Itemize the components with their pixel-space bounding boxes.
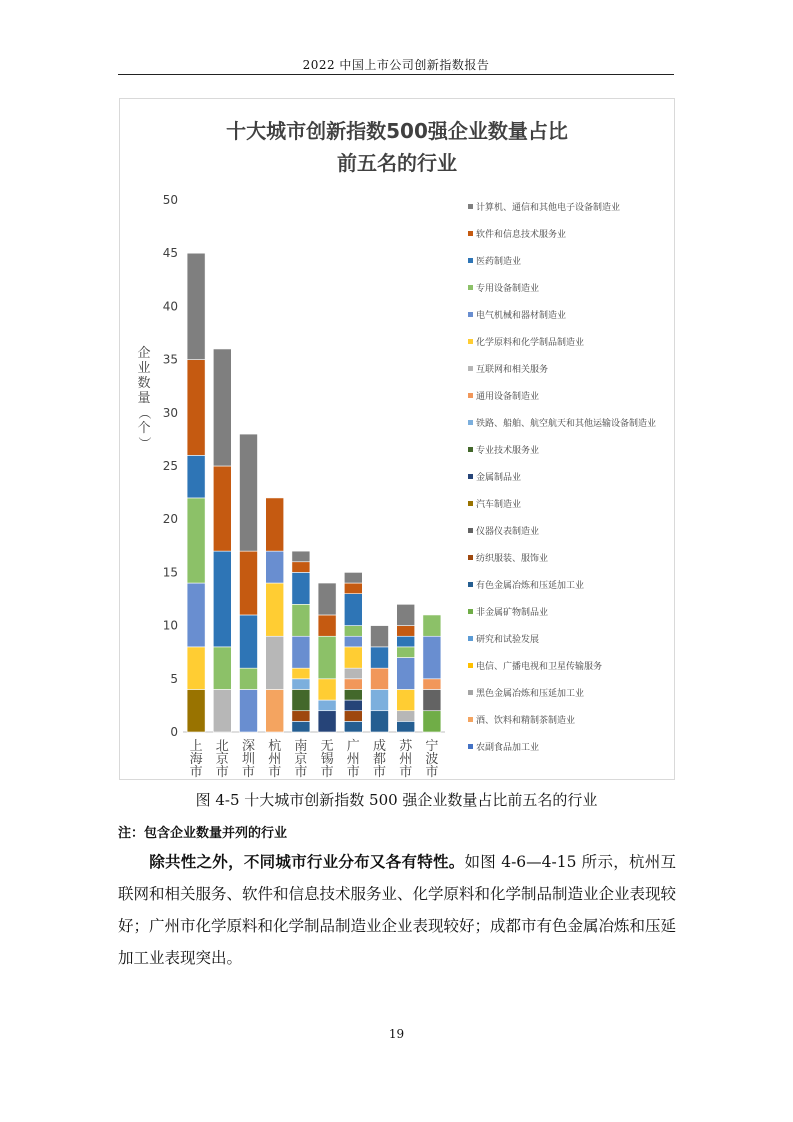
- x-tick-label-char: 市: [346, 765, 360, 779]
- y-tick-label: 10: [162, 618, 178, 633]
- figure-caption: 图 4-5 十大城市创新指数 500 强企业数量占比前五名的行业: [195, 791, 598, 809]
- x-tick-label-char: 成: [372, 739, 387, 754]
- x-tick-label-char: 市: [425, 765, 439, 779]
- x-tick-label-char: 州: [268, 752, 282, 767]
- legend-swatch: [468, 258, 473, 263]
- legend-swatch: [468, 204, 473, 209]
- y-axis-label-char: 数: [137, 376, 151, 391]
- legend-label: 酒、饮料和精制茶制造业: [476, 716, 576, 726]
- legend-label: 铁路、船舶、航空航天和其他运输设备制造业: [476, 419, 657, 429]
- chart-frame: [119, 98, 675, 780]
- page-number: 19: [388, 1027, 405, 1041]
- bar-segment: [187, 647, 205, 690]
- bar-segment: [344, 626, 362, 637]
- bar-segment: [292, 679, 310, 690]
- legend-label: 研究和试验发展: [476, 635, 540, 645]
- x-tick-label-char: 市: [268, 765, 282, 779]
- bar-segment: [213, 647, 231, 690]
- x-tick-label-char: 北: [215, 739, 229, 754]
- y-axis-label-char: （: [136, 406, 151, 420]
- bar-segment: [423, 615, 441, 636]
- bar-segment: [397, 604, 415, 625]
- figure-note: 注：包含企业数量并列的行业: [118, 826, 288, 841]
- legend-swatch: [468, 474, 473, 479]
- bar-segment: [397, 636, 415, 647]
- x-tick-label-char: 杭: [268, 739, 282, 754]
- legend-label: 化学原料和化学制品制造业: [476, 338, 585, 348]
- legend-label: 有色金属冶炼和压延加工业: [476, 581, 585, 591]
- bar-segment: [292, 604, 310, 636]
- bar-segment: [371, 668, 389, 689]
- paragraph-body: 如图 4-6—4-15 所示，杭州互联网和相关服务、软件和信息技术服务业、化学原料和化学制品制造业企业表现较好；广州市化学原料和化学制品制造业企业表现较好；成都市有色金属冶炼和压延加工业表现突出。: [118, 853, 677, 967]
- bar-segment: [187, 689, 205, 732]
- legend-swatch: [468, 393, 473, 398]
- x-tick-label-char: 京: [215, 752, 229, 767]
- y-axis-label-char: ）: [136, 436, 151, 450]
- y-axis-label-char: 企: [137, 346, 151, 361]
- x-tick-label-char: 锡: [320, 752, 334, 767]
- bar-segment: [344, 647, 362, 668]
- bar-segment: [397, 689, 415, 710]
- bar-segment: [266, 689, 284, 732]
- x-tick-label-char: 州: [346, 752, 360, 767]
- bar-segment: [187, 583, 205, 647]
- legend-label: 汽车制造业: [476, 500, 522, 510]
- legend-label: 金属制品业: [476, 473, 522, 483]
- bar-segment: [187, 360, 205, 456]
- bar-segment: [240, 689, 258, 732]
- bar-segment: [266, 636, 284, 689]
- bar-segment: [213, 466, 231, 551]
- bar-segment: [344, 572, 362, 583]
- legend-label: 互联网和相关服务: [476, 365, 549, 375]
- legend-swatch: [468, 420, 473, 425]
- x-tick-label-char: 深: [241, 739, 256, 754]
- bar-segment: [423, 689, 441, 710]
- bar-segment: [240, 615, 258, 668]
- legend-swatch: [468, 339, 473, 344]
- x-tick-label-char: 京: [294, 752, 308, 767]
- bar-segment: [423, 711, 441, 732]
- y-tick-label: 25: [162, 459, 178, 473]
- bar-segment: [292, 721, 310, 732]
- y-tick-label: 35: [162, 352, 178, 367]
- bar-segment: [397, 626, 415, 637]
- bar-segment: [344, 594, 362, 626]
- legend-label: 软件和信息技术服务业: [476, 230, 567, 240]
- legend-swatch: [468, 447, 473, 452]
- bar-segment: [318, 679, 336, 700]
- bar-segment: [344, 711, 362, 722]
- legend-swatch: [468, 663, 473, 668]
- bar-segment: [344, 689, 362, 700]
- bar-segment: [292, 551, 310, 562]
- legend-label: 专用设备制造业: [476, 284, 540, 294]
- bar-segment: [213, 689, 231, 732]
- bar-segment: [292, 562, 310, 573]
- y-axis-label-char: 量: [137, 391, 151, 406]
- bar-segment: [292, 711, 310, 722]
- x-tick-label-char: 都: [372, 752, 387, 767]
- legend-swatch: [468, 744, 473, 749]
- paragraph-lead: 除共性之外，不同城市行业分布又各有特性。: [149, 852, 465, 871]
- x-tick-label-char: 无: [320, 739, 334, 754]
- bar-segment: [187, 455, 205, 498]
- legend-label: 电气机械和器材制造业: [476, 311, 567, 321]
- legend-label: 黑色金属冶炼和压延加工业: [476, 689, 585, 699]
- legend-swatch: [468, 501, 473, 506]
- x-tick-label-char: 海: [189, 752, 203, 767]
- legend-swatch: [468, 285, 473, 290]
- legend-label: 通用设备制造业: [476, 392, 540, 402]
- y-tick-label: 40: [162, 299, 178, 314]
- x-tick-label-char: 南: [294, 739, 308, 754]
- bar-segment: [240, 668, 258, 689]
- legend-swatch: [468, 312, 473, 317]
- x-tick-label-char: 圳: [241, 752, 256, 767]
- x-tick-label-char: 市: [372, 765, 387, 779]
- bar-segment: [292, 668, 310, 679]
- bar-segment: [397, 647, 415, 658]
- legend-swatch: [468, 717, 473, 722]
- bar-segment: [344, 700, 362, 711]
- legend-label: 农副食品加工业: [476, 743, 540, 753]
- x-tick-label-char: 宁: [425, 739, 439, 754]
- bar-segment: [266, 551, 284, 583]
- y-tick-label: 5: [170, 671, 178, 686]
- y-axis-label-char: 个: [137, 421, 151, 436]
- bar-segment: [397, 711, 415, 722]
- x-tick-label-char: 市: [294, 765, 308, 779]
- x-tick-label-char: 市: [399, 765, 413, 779]
- legend-swatch: [468, 582, 473, 587]
- page-header: 2022 中国上市公司创新指数报告: [302, 58, 490, 72]
- bar-segment: [240, 551, 258, 615]
- y-axis-label-char: 业: [137, 361, 151, 376]
- y-tick-label: 20: [162, 512, 178, 527]
- legend-label: 医药制造业: [476, 257, 522, 267]
- chart-title-line-2: 前五名的行业: [337, 151, 457, 175]
- bar-segment: [371, 647, 389, 668]
- x-tick-label-char: 市: [320, 765, 334, 779]
- bar-segment: [213, 349, 231, 466]
- bar-segment: [318, 636, 336, 679]
- legend-label: 电信、广播电视和卫星传输服务: [476, 662, 603, 672]
- header-rule: [118, 74, 674, 75]
- legend-swatch: [468, 366, 473, 371]
- chart-title-line-1: 十大城市创新指数500强企业数量占比: [226, 119, 568, 143]
- x-tick-label-char: 市: [189, 765, 203, 779]
- legend-label: 专业技术服务业: [476, 446, 540, 456]
- legend-swatch: [468, 690, 473, 695]
- legend-label: 非金属矿物制品业: [476, 608, 549, 618]
- x-tick-label-char: 市: [215, 765, 229, 779]
- bar-segment: [187, 498, 205, 583]
- y-tick-label: 15: [162, 565, 178, 580]
- bar-segment: [266, 583, 284, 636]
- bar-segment: [213, 551, 231, 647]
- y-tick-label: 45: [162, 246, 178, 261]
- x-tick-label-char: 市: [241, 765, 256, 779]
- bar-segment: [318, 700, 336, 711]
- legend-swatch: [468, 636, 473, 641]
- bar-segment: [344, 583, 362, 594]
- x-tick-label-char: 州: [399, 752, 413, 767]
- bar-segment: [344, 679, 362, 690]
- bar-segment: [240, 434, 258, 551]
- stacked-bar-chart: [120, 99, 674, 779]
- bar-segment: [371, 626, 389, 647]
- bar-segment: [266, 498, 284, 551]
- bar-segment: [371, 711, 389, 732]
- legend-swatch: [468, 231, 473, 236]
- bar-segment: [344, 668, 362, 679]
- y-tick-label: 30: [162, 405, 178, 420]
- bar-segment: [423, 636, 441, 679]
- legend-swatch: [468, 555, 473, 560]
- x-tick-label-char: 广: [346, 739, 360, 754]
- bar-segment: [292, 572, 310, 604]
- legend-swatch: [468, 609, 473, 614]
- bar-segment: [397, 658, 415, 690]
- bar-segment: [292, 689, 310, 710]
- bar-segment: [292, 636, 310, 668]
- y-tick-label: 50: [162, 193, 178, 207]
- body-paragraph: [118, 846, 676, 974]
- bar-segment: [187, 253, 205, 359]
- bar-segment: [371, 689, 389, 710]
- bar-segment: [318, 615, 336, 636]
- bar-segment: [397, 721, 415, 732]
- legend-label: 计算机、通信和其他电子设备制造业: [476, 203, 621, 213]
- x-tick-label-char: 上: [189, 739, 203, 754]
- y-tick-label: 0: [170, 725, 178, 739]
- legend-label: 仪器仪表制造业: [476, 527, 540, 537]
- bar-segment: [344, 721, 362, 732]
- legend-label: 纺织服装、服饰业: [476, 554, 549, 564]
- bar-segment: [344, 636, 362, 647]
- x-tick-label-char: 苏: [399, 739, 413, 754]
- bar-segment: [318, 711, 336, 732]
- x-tick-label-char: 波: [425, 752, 439, 767]
- legend-swatch: [468, 528, 473, 533]
- bar-segment: [423, 679, 441, 690]
- bar-segment: [318, 583, 336, 615]
